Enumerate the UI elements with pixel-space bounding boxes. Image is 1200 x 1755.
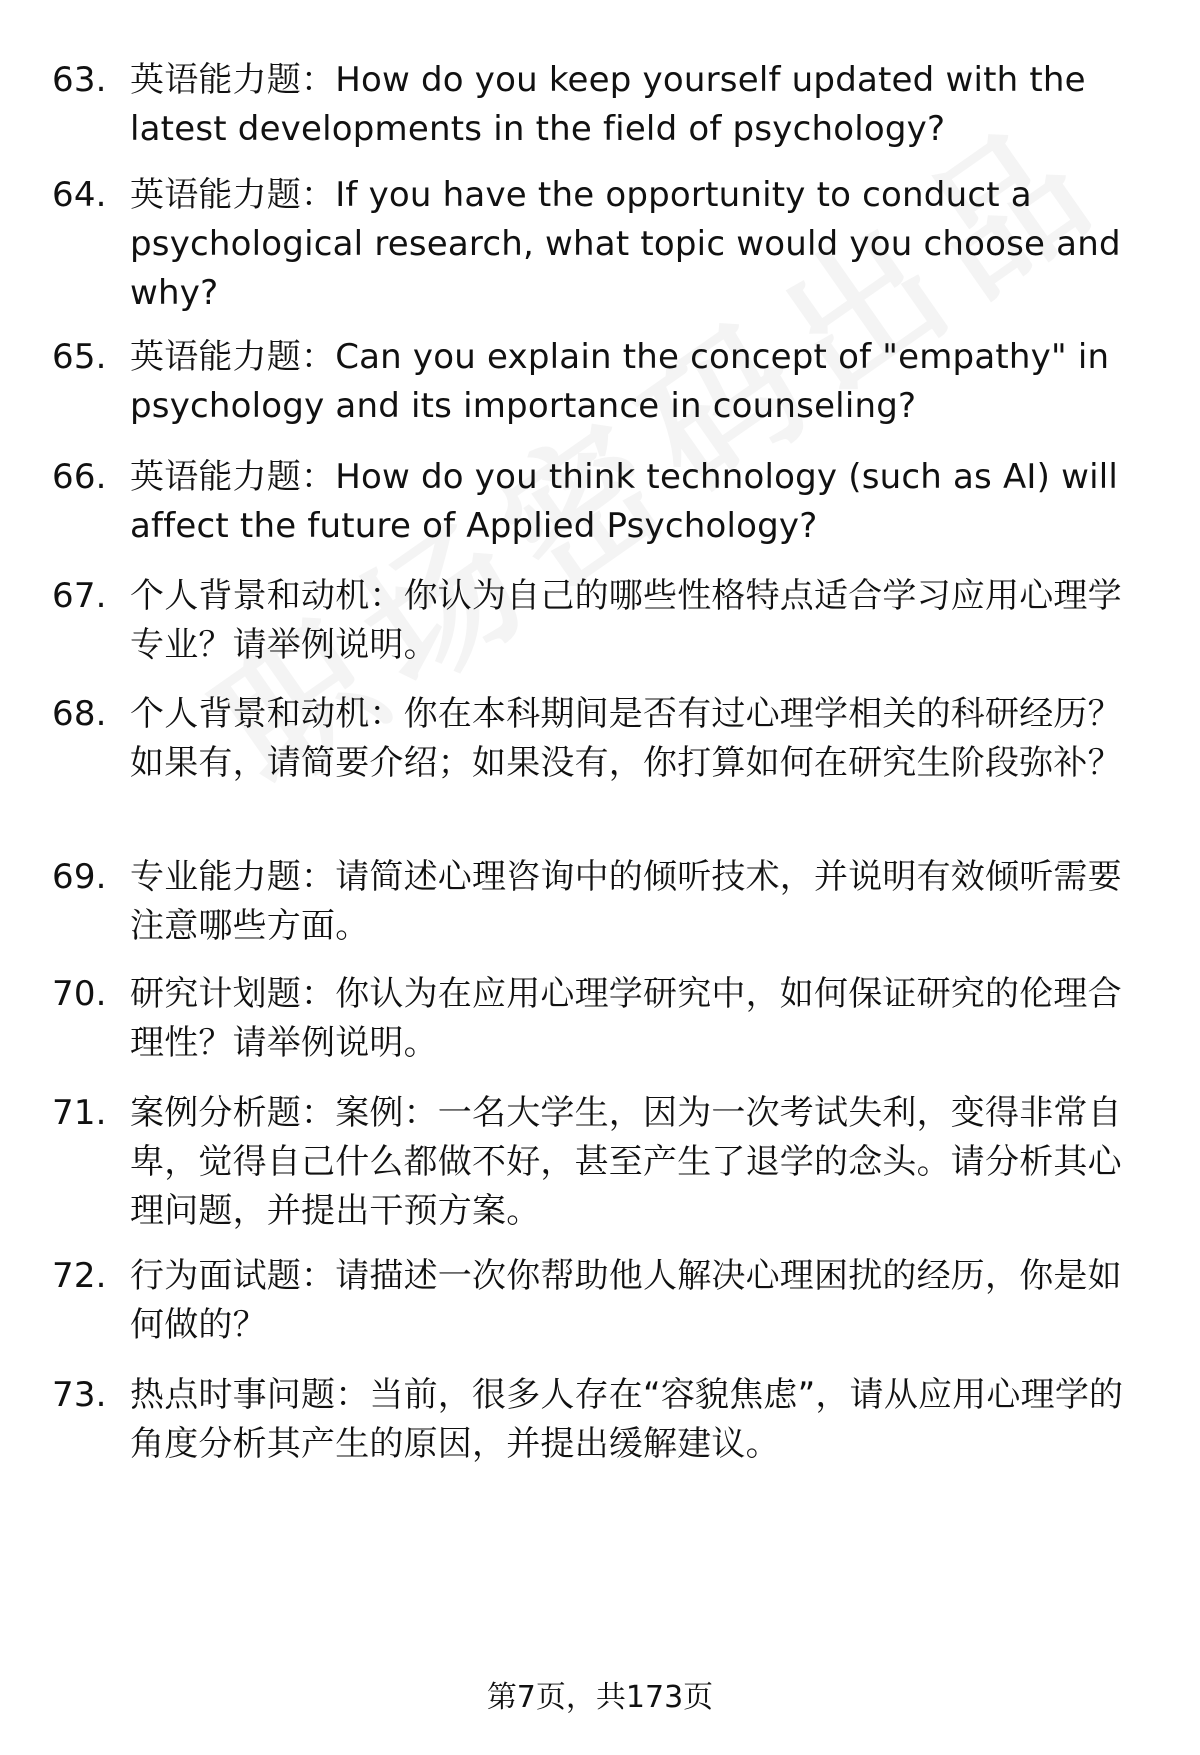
question-number: 67. [52,576,107,616]
page-number-label: 第7页，共173页 [486,1680,714,1715]
question-text: 英语能力题：If you have the opportunity to conduct a psychological research, what topic would you choose and why? [130,175,1121,313]
question-text: 英语能力题：Can you explain the concept of "empathy" in psychology and its importance in counseling? [130,337,1110,426]
question-item-65 [52,333,1142,431]
question-item-68 [52,690,1142,788]
question-text: 专业能力题：请简述心理咨询中的倾听技术，并说明有效倾听需要注意哪些方面。 [130,857,1122,946]
question-number: 68. [52,694,107,734]
question-number: 69. [52,857,107,897]
question-text: 个人背景和动机：你在本科期间是否有过心理学相关的科研经历？如果有，请简要介绍；如果没有，你打算如何在研究生阶段弥补？ [130,694,1122,783]
question-number: 73. [52,1375,107,1415]
question-text: 个人背景和动机：你认为自己的哪些性格特点适合学习应用心理学专业？请举例说明。 [130,576,1122,665]
question-number: 64. [52,175,107,215]
question-text: 热点时事问题：当前，很多人存在“容貌焦虑”，请从应用心理学的角度分析其产生的原因，并提出缓解建议。 [130,1375,1124,1464]
question-number: 66. [52,457,107,497]
question-number: 70. [52,974,107,1014]
question-item-64 [52,171,1142,318]
question-text: 案例分析题：案例：一名大学生，因为一次考试失利，变得非常自卑，觉得自己什么都做不好，甚至产生了退学的念头。请分析其心理问题，并提出干预方案。 [130,1093,1122,1231]
question-item-73 [52,1371,1142,1469]
question-number: 65. [52,337,107,377]
page-footer [0,1678,1200,1718]
question-number: 63. [52,60,107,100]
question-text: 英语能力题：How do you keep yourself updated with the latest developments in the field of psychology? [130,60,1086,149]
question-item-72 [52,1252,1142,1350]
question-text: 行为面试题：请描述一次你帮助他人解决心理困扰的经历，你是如何做的？ [130,1256,1122,1345]
question-item-67 [52,572,1142,670]
question-text: 研究计划题：你认为在应用心理学研究中，如何保证研究的伦理合理性？请举例说明。 [130,974,1122,1063]
question-item-70 [52,970,1142,1068]
question-item-69 [52,853,1142,951]
question-text: 英语能力题：How do you think technology (such as AI) will affect the future of Applied Psychology? [130,457,1119,546]
question-number: 72. [52,1256,107,1296]
question-item-66 [52,453,1142,551]
question-number: 71. [52,1093,107,1133]
question-item-63 [52,56,1142,154]
question-item-71 [52,1089,1142,1236]
